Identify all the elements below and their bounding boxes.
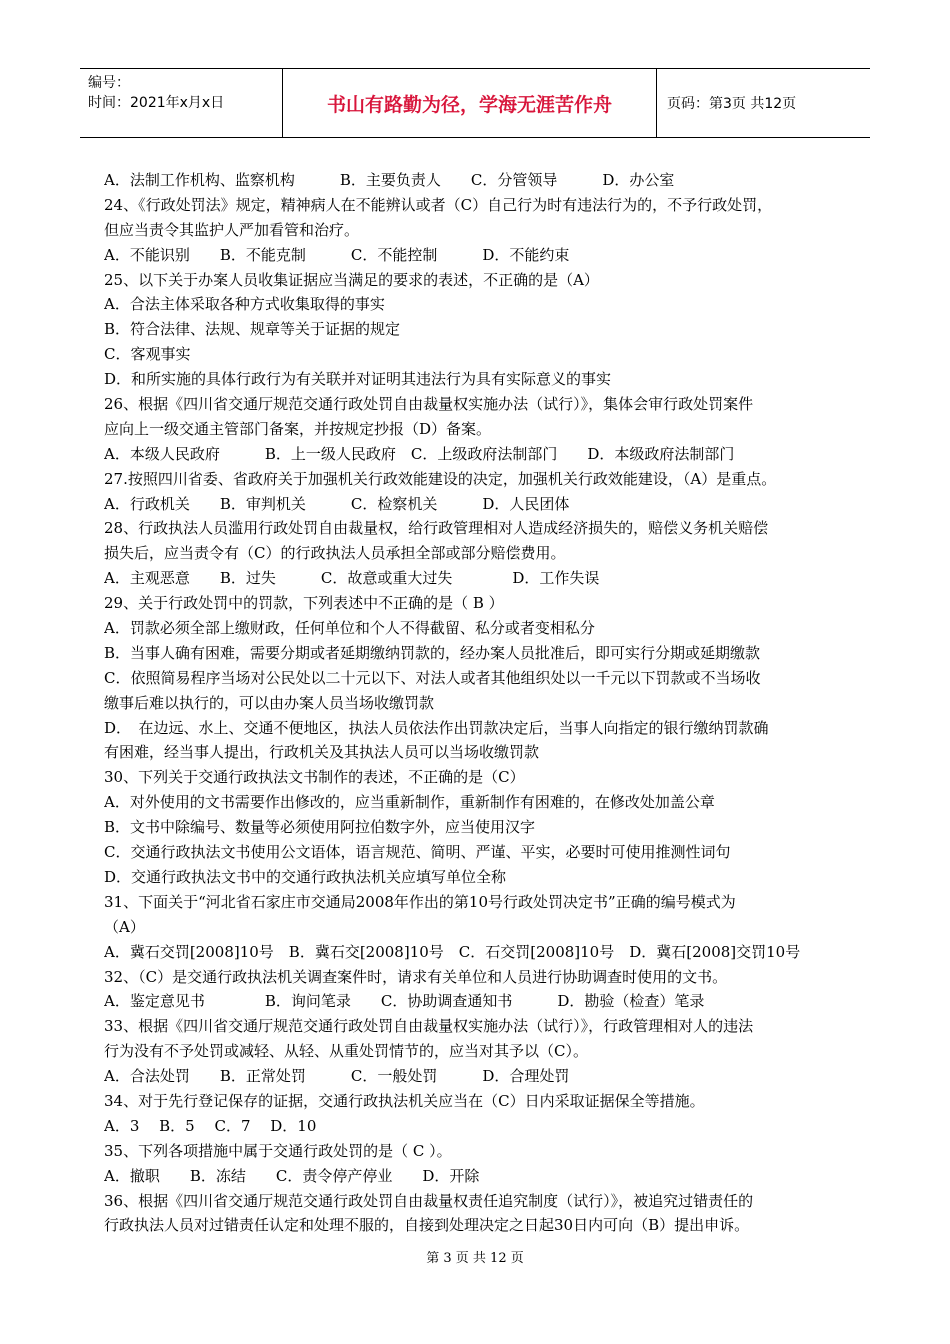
text-line: 有困难，经当事人提出，行政机关及其执法人员可以当场收缴罚款 [104, 743, 540, 762]
text-line: 行为没有不予处罚或减轻、从轻、从重处罚情节的，应当对其予以（C）。 [104, 1042, 588, 1061]
text-line: A．法制工作机构、监察机构 B．主要负责人 C．分管领导 D．办公室 [104, 171, 675, 189]
text-line: A．主观恶意 B．过失 C．故意或重大过失 D．工作失误 [104, 569, 600, 588]
text-line: 28、行政执法人员滥用行政处罚自由裁量权，给行政管理相对人造成经济损失的，赔偿义务机关赔偿 [104, 519, 769, 538]
text-line: B．文书中除编号、数量等必须使用阿拉伯数字外，应当使用汉字 [104, 818, 536, 837]
text-line: A．撤职 B．冻结 C．责令停产停业 D．开除 [104, 1166, 480, 1185]
text-line: A．冀石交罚[2008]10号 B．冀石交[2008]10号 C．石交罚[2008]10号 D．冀石[2008]交罚10号 [104, 942, 801, 961]
text-line: A．3 B．5 C．7 D．10 [104, 1116, 317, 1135]
text-line: A．罚款必须全部上缴财政，任何单位和个人不得截留、私分或者变相私分 [104, 619, 595, 638]
text-line: 34、对于先行登记保存的证据，交通行政执法机关应当在（C）日内采取证据保全等措施。 [104, 1091, 705, 1110]
header-page-info: 页码：第3页 共12页 [667, 96, 797, 112]
text-line: （A） [104, 917, 145, 936]
text-line: A．行政机关 B．审判机关 C．检察机关 D．人民团体 [104, 494, 570, 513]
text-line: 31、下面关于“河北省石家庄市交通局2008年作出的第10号行政处罚决定书”正确的编号模式为 [104, 892, 736, 911]
text-line: 35、下列各项措施中属于交通行政处罚的是（ C ）。 [104, 1141, 452, 1160]
header-motto: 书山有路勤为径，学海无涯苦作舟 [283, 69, 657, 137]
text-line: 缴事后难以执行的，可以由办案人员当场收缴罚款 [104, 693, 435, 712]
text-line: C．依照简易程序当场对公民处以二十元以下、对法人或者其他组织处以一千元以下罚款或不当场收 [104, 668, 761, 687]
text-line: 29、关于行政处罚中的罚款，下列表述中不正确的是（ B ） [104, 594, 504, 613]
text-line: A．合法主体采取各种方式收集取得的事实 [104, 295, 385, 314]
document-date: 时间：2021年x月x日 [88, 95, 225, 111]
text-line: A．不能识别 B．不能克制 C．不能控制 D．不能约束 [104, 245, 570, 264]
document-number-label: 编号： [88, 75, 130, 91]
document-body [104, 168, 852, 1238]
text-line: 36、根据《四川省交通厅规范交通行政处罚自由裁量权责任追究制度（试行）》，被追究过错责任的 [104, 1191, 754, 1210]
text-line: A．本级人民政府 B．上一级人民政府 C．上级政府法制部门 D．本级政府法制部门 [104, 444, 735, 463]
text-line: B．符合法律、法规、规章等关于证据的规定 [104, 320, 401, 339]
text-line: 应向上一级交通主管部门备案，并按规定抄报（D）备案。 [104, 419, 492, 438]
text-line: 24、《行政处罚法》规定，精神病人在不能辨认或者（C）自己行为时有违法行为的，不予行政处罚， [104, 195, 773, 214]
text-line: A．鉴定意见书 B．询问笔录 C．协助调查通知书 D．勘验（检查）笔录 [104, 992, 705, 1011]
text-line: A．合法处罚 B．正常处罚 C．一般处罚 D．合理处罚 [104, 1067, 570, 1086]
text-line: D．和所实施的具体行政行为有关联并对证明其违法行为具有实际意义的事实 [104, 370, 612, 389]
text-line: D． 在边远、水上、交通不便地区，执法人员依法作出罚款决定后，当事人向指定的银行缴纳罚款确 [104, 718, 769, 737]
page-footer: 第 3 页 共 12 页 [426, 1251, 524, 1266]
text-line: A．对外使用的文书需要作出修改的，应当重新制作，重新制作有困难的，在修改处加盖公章 [104, 793, 715, 812]
text-line: C．客观事实 [104, 345, 191, 364]
text-line: 27.按照四川省委、省政府关于加强机关行政效能建设的决定，加强机关行政效能建设，（A）是重点。 [104, 469, 777, 488]
text-line: 33、根据《四川省交通厅规范交通行政处罚自由裁量权实施办法（试行）》，行政管理相对人的违法 [104, 1017, 754, 1036]
text-line: 32、（C）是交通行政执法机关调查案件时，请求有关单位和人员进行协助调查时使用的文书。 [104, 967, 728, 986]
page-header [80, 68, 870, 138]
text-line: 损失后，应当责令有（C）的行政执法人员承担全部或部分赔偿费用。 [104, 544, 566, 563]
text-line: 行政执法人员对过错责任认定和处理不服的，自接到处理决定之日起30日内可向（B）提出申诉。 [104, 1216, 750, 1235]
text-line: D．交通行政执法文书中的交通行政执法机关应填写单位全称 [104, 867, 507, 886]
text-line: C．交通行政执法文书使用公文语体，语言规范、简明、严谨、平实，必要时可使用推测性词句 [104, 843, 731, 862]
text-line: 但应当责令其监护人严加看管和治疗。 [104, 220, 360, 239]
text-line: 26、根据《四川省交通厅规范交通行政处罚自由裁量权实施办法（试行）》，集体会审行政处罚案件 [104, 395, 754, 414]
text-line: 30、下列关于交通行政执法文书制作的表述，不正确的是（C） [104, 768, 525, 787]
text-line: B．当事人确有困难，需要分期或者延期缴纳罚款的，经办案人员批准后，即可实行分期或延期缴款 [104, 643, 761, 662]
text-line: 25、以下关于办案人员收集证据应当满足的要求的表述，不正确的是（A） [104, 270, 599, 289]
header-meta [80, 69, 283, 137]
